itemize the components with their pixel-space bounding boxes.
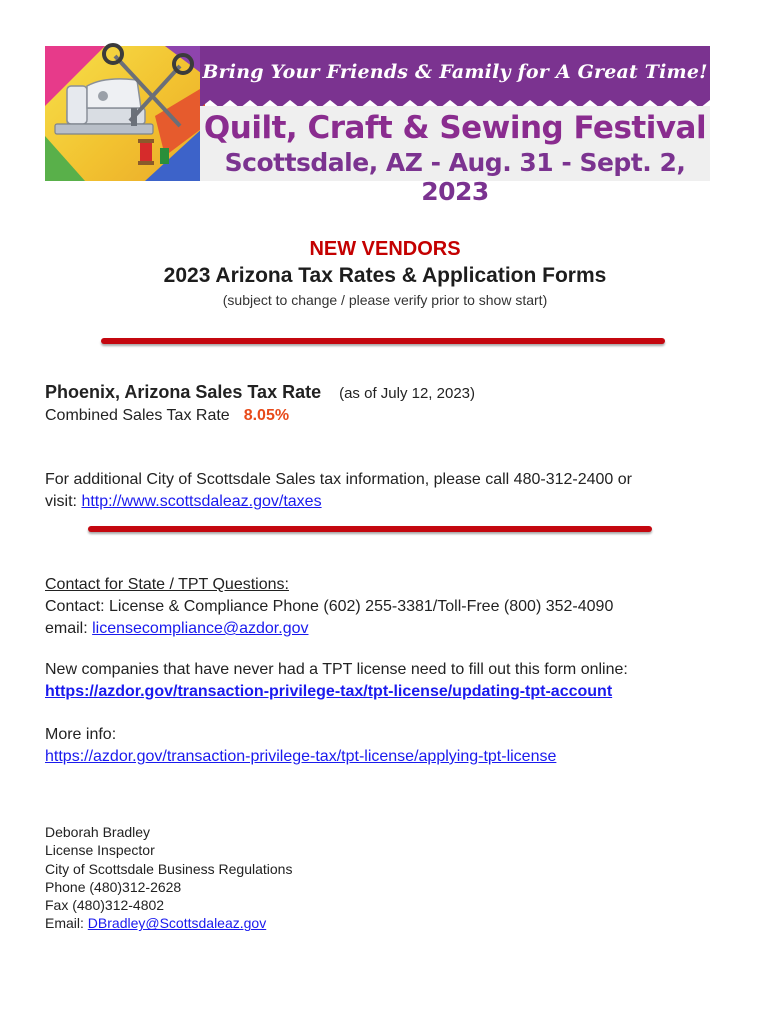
scottsdale-taxes-link[interactable]: http://www.scottsdaleaz.gov/taxes	[81, 493, 322, 510]
signature-org: City of Scottsdale Business Regulations	[45, 860, 293, 877]
email-label: email:	[45, 620, 93, 637]
signature-phone: Phone (480)312-2628	[45, 878, 182, 895]
state-contact-section	[45, 574, 735, 640]
signature-email-label: Email:	[45, 915, 88, 932]
city-info-section	[45, 469, 735, 513]
document-heading	[0, 236, 770, 310]
signature-block	[45, 823, 292, 933]
signature-name: Deborah Bradley	[45, 824, 151, 840]
banner-title-area	[200, 106, 710, 206]
visit-label: visit:	[45, 493, 82, 510]
city-info-text: For additional City of Scottsdale Sales tax information, please call 480-312-2400 or	[45, 471, 632, 488]
new-companies-text: New companies that have never had a TPT license need to fill out this form online:	[45, 661, 628, 678]
festival-name: Quilt, Craft & Sewing Festival	[203, 110, 707, 146]
red-divider	[101, 338, 665, 344]
sewing-machine-illustration	[45, 46, 205, 181]
tax-section-title: Phoenix, Arizona Sales Tax Rate	[45, 382, 322, 402]
phoenix-tax-section	[45, 381, 735, 427]
tax-as-of-date: (as of July 12, 2023)	[339, 385, 476, 402]
banner-tagline: Bring Your Friends & Family for A Great Time!	[202, 61, 708, 83]
updating-tpt-account-link[interactable]: https://azdor.gov/transaction-privilege-tax/tpt-license/updating-tpt-account	[45, 683, 613, 700]
new-vendors-label: NEW VENDORS	[309, 238, 461, 260]
new-companies-section	[45, 659, 735, 703]
more-info-label: More info:	[45, 726, 117, 743]
state-contact-heading: Contact for State / TPT Questions:	[45, 576, 289, 593]
banner-tagline-strip	[200, 46, 710, 98]
signature-role: License Inspector	[45, 842, 155, 859]
applying-tpt-license-link[interactable]: https://azdor.gov/transaction-privilege-tax/tpt-license/applying-tpt-license	[45, 748, 557, 765]
combined-rate-value: 8.05%	[243, 407, 290, 424]
signature-email-link[interactable]: DBradley@Scottsdaleaz.gov	[87, 915, 267, 932]
festival-dates: Scottsdale, AZ - Aug. 31 - Sept. 2, 2023	[224, 148, 686, 206]
page-title: 2023 Arizona Tax Rates & Application Forms	[163, 264, 607, 287]
more-info-section	[45, 724, 735, 768]
festival-banner	[45, 46, 710, 206]
signature-fax: Fax (480)312-4802	[45, 897, 165, 914]
red-divider	[88, 526, 652, 532]
combined-rate-label: Combined Sales Tax Rate	[45, 407, 230, 424]
azdor-email-link[interactable]: licensecompliance@azdor.gov	[92, 620, 309, 637]
page-subtitle: (subject to change / please verify prior to show start)	[222, 292, 548, 308]
state-contact-line: Contact: License & Compliance Phone (602) 255-3381/Toll-Free (800) 352-4090	[45, 598, 614, 615]
